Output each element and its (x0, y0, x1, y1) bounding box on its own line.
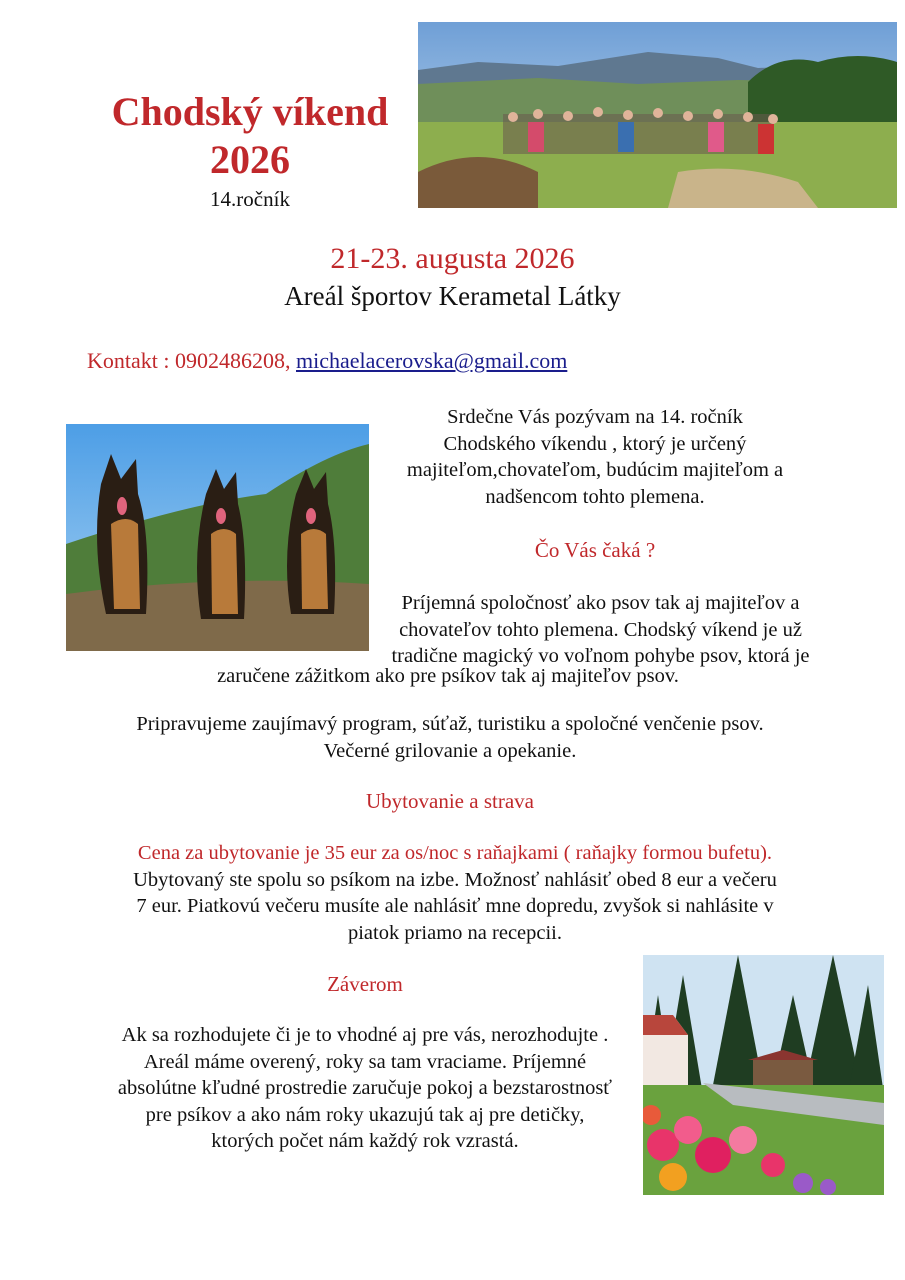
what-awaits-heading: Čo Vás čaká ? (534, 538, 656, 562)
paragraph-line: 7 eur. Piatkovú večeru musíte ale nahlásiť mne dopredu, zvyšok si nahlásite v (136, 895, 774, 917)
closing-heading: Záverom (327, 972, 403, 996)
paragraph-line: chovateľov tohto plemena. Chodský víkend je už (399, 618, 802, 641)
intro-paragraph (380, 404, 810, 510)
intro-line: Srdečne Vás pozývam na 14. ročník (447, 406, 743, 428)
what-awaits-paragraph-2 (80, 711, 820, 764)
paragraph-line: ktorých počet nám každý rok vzrastá. (211, 1130, 519, 1152)
paragraph-line: tradične magický vo voľnom pohybe psov, ktorá je (391, 645, 810, 667)
paragraph-line: Areál máme overený, roky sa tam vraciame. Príjemné (143, 1050, 587, 1073)
venue-photo (643, 955, 884, 1195)
title-line-2: 2026 (210, 137, 290, 182)
accommodation-paragraph (60, 840, 850, 946)
paragraph-line: pre psíkov a ako nám roky ukazujú tak aj pre detičky, (145, 1103, 585, 1126)
paragraph-line: Pripravujeme zaujímavý program, súťaž, turistiku a spoločné venčenie psov. (136, 713, 764, 735)
what-awaits-paragraph-1 (378, 590, 823, 670)
paragraph-line: absolútne kľudné prostredie zaručuje pokoj a bezstarostnosť (117, 1077, 613, 1099)
intro-line: nadšencom tohto plemena. (485, 485, 705, 508)
group-photo (418, 22, 897, 208)
contact-line (87, 345, 567, 377)
event-dates: 21-23. augusta 2026 (330, 242, 575, 275)
paragraph-line: Večerné grilovanie a opekanie. (323, 739, 577, 762)
accommodation-heading: Ubytovanie a strava (366, 789, 534, 813)
event-venue: Areál športov Kerametal Látky (284, 281, 621, 311)
paragraph-line: Príjemná spoločnosť ako psov tak aj majiteľov a (401, 592, 800, 614)
paragraph-line: piatok priamo na recepcii. (347, 921, 563, 944)
contact-email-link[interactable]: michaelacerovska@gmail.com (296, 348, 568, 373)
what-awaits-paragraph-1-end: zaručene zážitkom ako pre psíkov tak aj majiteľov psov. (217, 665, 679, 687)
page-title (90, 88, 410, 184)
edition-label: 14.ročník (210, 187, 290, 211)
contact-label: Kontakt : 0902486208, (87, 348, 291, 373)
title-line-1: Chodský víkend (111, 89, 389, 134)
intro-line: majiteľom,chovateľom, budúcim majiteľom a (406, 459, 784, 481)
dogs-photo (66, 424, 369, 651)
closing-paragraph (80, 1022, 650, 1155)
paragraph-line: Ak sa rozhodujete či je to vhodné aj pre vás, nerozhodujte . (121, 1024, 609, 1046)
paragraph-line: Ubytovaný ste spolu so psíkom na izbe. Možnosť nahlásiť obed 8 eur a večeru (133, 868, 777, 891)
intro-line: Chodského víkendu , ktorý je určený (443, 432, 747, 455)
price-line: Cena za ubytovanie je 35 eur za os/noc s raňajkami ( raňajky formou bufetu). (137, 842, 773, 864)
